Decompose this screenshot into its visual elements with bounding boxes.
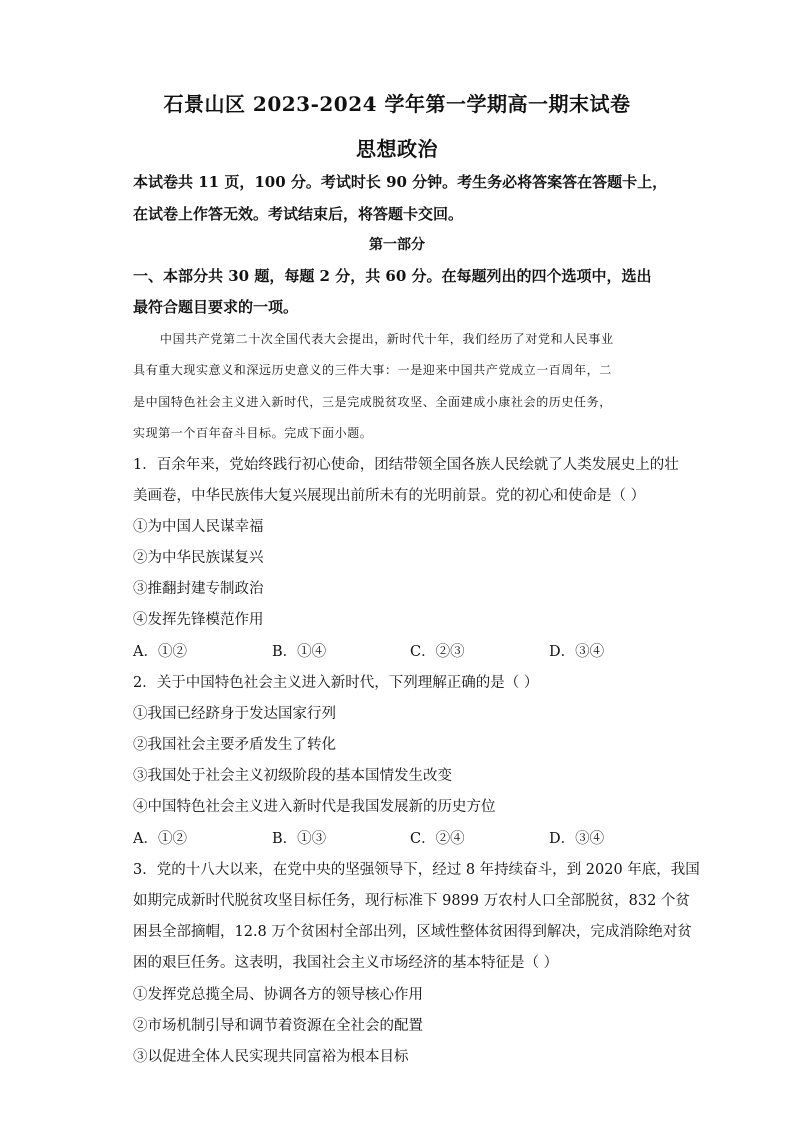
part-description-line-2: 最符合题目要求的一项。: [133, 298, 299, 316]
part-description-line-1: 一、本部分共 30 题，每题 2 分，共 60 分。在每题列出的四个选项中，选出: [133, 267, 652, 285]
q1-item-3: ③推翻封建专制政治: [133, 581, 264, 597]
instructions-line-2: 在试卷上作答无效。考试结束后，将答题卡交回。: [133, 205, 464, 223]
passage-line-1: 中国共产党第二十次全国代表大会提出，新时代十年，我们经历了对党和人民事业: [160, 332, 614, 346]
exam-title: 石景山区 2023-2024 学年第一学期高一期末试卷: [163, 92, 631, 116]
subject-title: 思想政治: [356, 137, 438, 161]
part-label: 第一部分: [369, 237, 425, 253]
passage-line-4: 实现第一个百年奋斗目标。完成下面小题。: [133, 426, 373, 440]
q1-option-b: B．①④: [272, 644, 327, 660]
q1-item-2: ②为中华民族谋复兴: [133, 550, 264, 566]
q1-option-a: A．①②: [133, 644, 187, 660]
instructions-line-1: 本试卷共 11 页，100 分。考试时长 90 分钟。考生务必将答案答在答题卡上，: [133, 173, 668, 191]
q2-item-1: ①我国已经跻身于发达国家行列: [133, 706, 336, 722]
q2-item-2: ②我国社会主要矛盾发生了转化: [133, 737, 336, 753]
q3-item-2: ②市场机制引导和调节着资源在全社会的配置: [133, 1018, 423, 1034]
q2-stem: 2．关于中国特色社会主义进入新时代，下列理解正确的是（ ）: [133, 675, 539, 691]
q2-option-c: C．②④: [410, 831, 465, 847]
passage-line-3: 是中国特色社会主义进入新时代，三是完成脱贫攻坚、全面建成小康社会的历史任务，: [133, 395, 612, 409]
q1-option-d: D．③④: [549, 644, 605, 660]
q2-option-d: D．③④: [549, 831, 605, 847]
q3-item-1: ①发挥党总揽全局、协调各方的领导核心作用: [133, 987, 423, 1003]
q1-item-1: ①为中国人民谋幸福: [133, 519, 264, 535]
q2-option-b: B．①③: [272, 831, 327, 847]
q3-stem-line-4: 困的艰巨任务。这表明，我国社会主义市场经济的基本特征是（ ）: [133, 955, 559, 971]
q1-option-c: C．②③: [410, 644, 465, 660]
q3-item-3: ③以促进全体人民实现共同富裕为根本目标: [133, 1049, 409, 1065]
q2-item-3: ③我国处于社会主义初级阶段的基本国情发生改变: [133, 768, 452, 784]
q3-stem-line-2: 如期完成新时代脱贫攻坚目标任务，现行标准下 9899 万农村人口全部脱贫，832 个贫: [133, 893, 690, 909]
q2-option-a: A．①②: [133, 831, 187, 847]
passage-line-2: 具有重大现实意义和深远历史意义的三件大事：一是迎来中国共产党成立一百周年，二: [133, 363, 612, 377]
q3-stem-line-1: 3．党的十八大以来，在党中央的坚强领导下，经过 8 年持续奋斗，到 2020 年底，我国: [133, 862, 700, 878]
q1-item-4: ④发挥先锋模范作用: [133, 612, 264, 628]
q2-item-4: ④中国特色社会主义进入新时代是我国发展新的历史方位: [133, 799, 496, 815]
q1-stem-line-2: 美画卷，中华民族伟大复兴展现出前所未有的光明前景。党的初心和使命是（ ）: [133, 488, 646, 504]
q3-stem-line-3: 困县全部摘帽，12.8 万个贫困村全部出列，区域性整体贫困得到解决，完成消除绝对贫: [133, 924, 692, 940]
q1-stem-line-1: 1．百余年来，党始终践行初心使命，团结带领全国各族人民绘就了人类发展史上的壮: [133, 457, 679, 473]
